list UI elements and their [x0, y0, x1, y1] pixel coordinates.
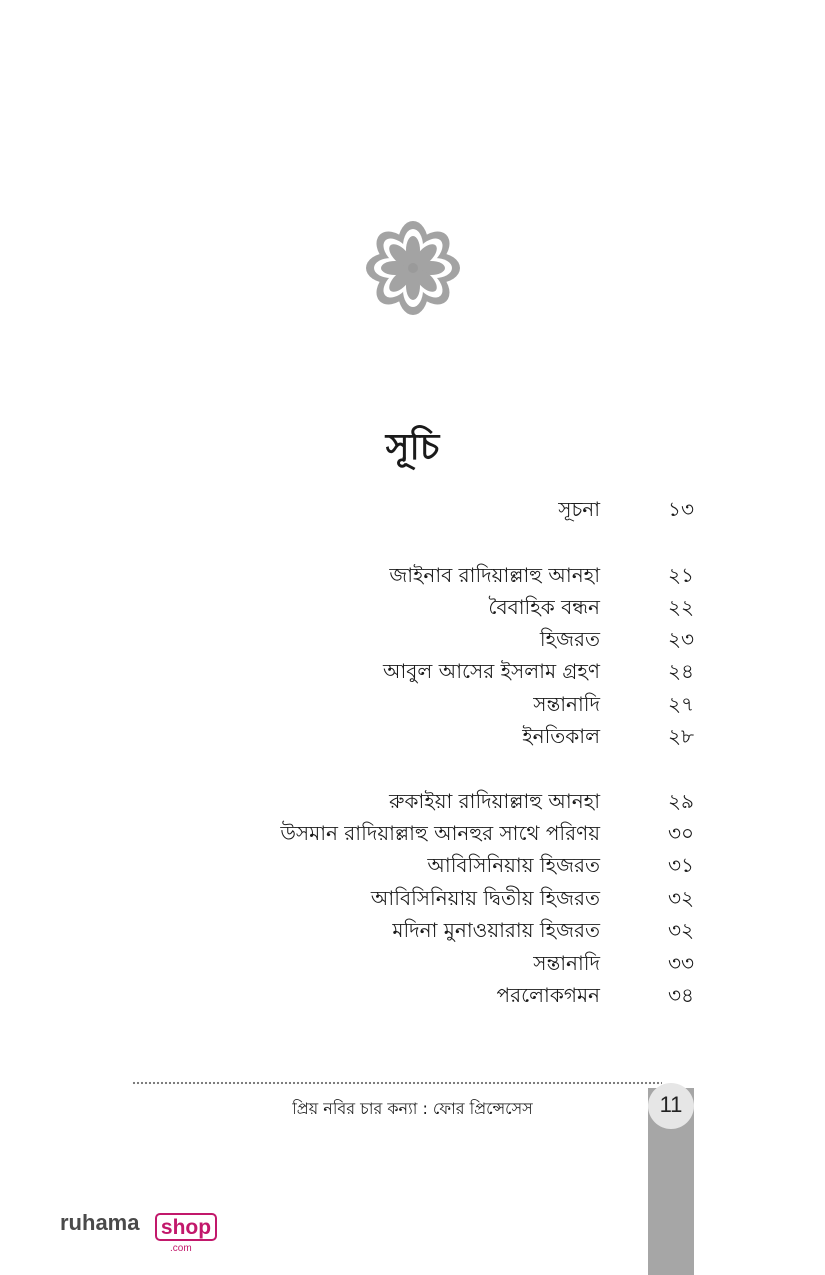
- toc-row: [200, 624, 700, 654]
- toc-row: [200, 494, 700, 524]
- footer-divider: [132, 1080, 662, 1086]
- toc-page: ২২: [667, 595, 694, 619]
- watermark-shop: shop: [155, 1213, 217, 1241]
- toc-label: আবিসিনিয়ায় হিজরত: [427, 853, 600, 877]
- toc-label: আবিসিনিয়ায় দ্বিতীয় হিজরত: [370, 886, 600, 910]
- toc-page: ২৪: [668, 659, 694, 683]
- toc-label: ইনতিকাল: [522, 724, 600, 748]
- toc-page: ৩২: [667, 886, 694, 910]
- toc-label: পরলোকগমন: [496, 983, 600, 1007]
- flower-ornament-icon: [366, 221, 460, 315]
- toc-row: [200, 980, 700, 1010]
- toc-label: বৈবাহিক বন্ধন: [488, 595, 600, 619]
- toc-row: [200, 560, 700, 590]
- page-number: 11: [648, 1083, 694, 1129]
- toc-page: ৩৩: [667, 951, 694, 975]
- toc-row: [200, 786, 700, 816]
- toc-row: [200, 818, 700, 848]
- toc-page: ১৩: [668, 497, 694, 521]
- toc-page: ২১: [668, 563, 694, 587]
- toc-label: রুকাইয়া রাদিয়াল্লাহু আনহা: [389, 789, 600, 813]
- watermark-brand: ruhama: [60, 1210, 140, 1235]
- watermark-domain: .com: [170, 1243, 192, 1254]
- toc-label: হিজরত: [539, 627, 600, 651]
- toc-page: ৩৪: [668, 983, 694, 1007]
- toc-label: সূচনা: [558, 497, 600, 521]
- toc-page: ২৭: [667, 692, 694, 716]
- toc-page: ৩১: [668, 853, 694, 877]
- toc-row: [200, 592, 700, 622]
- toc-page: ২৯: [668, 789, 694, 813]
- toc-label: সন্তানাদি: [533, 951, 600, 975]
- toc-row: [200, 656, 700, 686]
- toc-page: ২৩: [667, 627, 694, 651]
- toc-label: আবুল আসের ইসলাম গ্রহণ: [382, 659, 600, 683]
- toc-page: ২৮: [668, 724, 694, 748]
- page-title: সূচি: [385, 427, 440, 468]
- toc-row: [200, 850, 700, 880]
- toc-row: [200, 915, 700, 945]
- toc-row: [200, 689, 700, 719]
- toc-label: উসমান রাদিয়াল্লাহু আনহুর সাথে পরিণয়: [280, 821, 600, 845]
- toc-row: [200, 948, 700, 978]
- toc-row: [200, 883, 700, 913]
- toc-label: মদিনা মুনাওয়ারায় হিজরত: [392, 918, 600, 942]
- toc-row: [200, 721, 700, 751]
- toc-page: ৩০: [667, 821, 694, 845]
- toc-label: জাইনাব রাদিয়াল্লাহু আনহা: [389, 563, 600, 587]
- footer-book-title: প্রিয় নবির চার কন্যা : ফোর প্রিন্সেসেস: [292, 1099, 533, 1118]
- toc-label: সন্তানাদি: [533, 692, 600, 716]
- toc-page: ৩২: [667, 918, 694, 942]
